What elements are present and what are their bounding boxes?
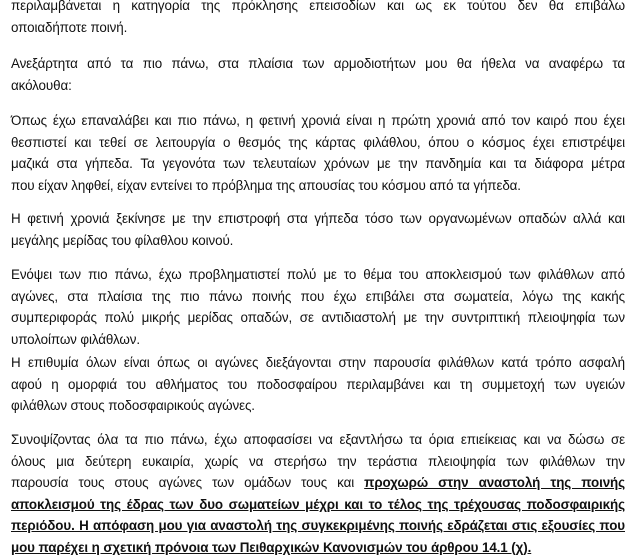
- paragraph-7: [11, 429, 625, 558]
- text-segment: παρουσία τους στους αγώνες των ομάδων τους και: [11, 475, 364, 490]
- text-line: Ανεξάρτητα από τα πιο πάνω, στα πλαίσια των αρμοδιοτήτων μου θα ήθελα να αναφέρω τα: [11, 53, 625, 75]
- text-line: αγώνες, στα πλαίσια της πιο πάνω ποινής που έχω επιβάλει στα σωματεία, λόγω της κακής: [11, 286, 625, 308]
- paragraph-6: [11, 352, 625, 417]
- text-line: υπολοίπων φιλάθλων.: [11, 329, 625, 351]
- text-line: περιλαμβάνεται η κατηγορία της πρόκλησης επεισοδίων και ως εκ τούτου δεν θα επιβάλω: [11, 0, 625, 17]
- paragraph-3: [11, 110, 625, 196]
- text-line: Η επιθυμία όλων είναι όπως οι αγώνες διεξάγονται στην παρουσία φιλάθλων κατά τρόπο ασφαλή: [11, 352, 625, 374]
- text-line: μεγάλης μερίδας του φίλαθλου κοινού.: [11, 230, 625, 252]
- text-line: Συνοψίζοντας όλα τα πιο πάνω, έχω αποφασίσει να εξαντλήσω τα όρια επιείκειας και να δώσω σε: [11, 429, 625, 451]
- text-line: φιλάθλων στους ποδοσφαιρικούς αγώνες.: [11, 395, 625, 417]
- paragraph-2: [11, 53, 625, 96]
- text-line: συμπεριφοράς πολύ μικρής μερίδας οπαδών, σε αντιδιαστολή με την συντριπτική πλειοψηφία των: [11, 307, 625, 329]
- text-line: μαζικά στα γήπεδα. Τα γεγονότα των τελευταίων χρόνων με την πανδημία και τα διάφορα μέτρα: [11, 153, 625, 175]
- text-line: ακόλουθα:: [11, 75, 625, 97]
- text-line: οποιαδήποτε ποινή.: [11, 17, 625, 39]
- emphasized-line: περιόδου. Η απόφαση μου για αναστολή της συγκεκριμένης ποινής εδράζεται στις εξουσίες που: [11, 515, 625, 537]
- text-line: όλους μια δεύτερη ευκαιρία, χωρίς να στερήσω την τεράστια πλειοψηφία των φιλάθλων την: [11, 451, 625, 473]
- text-line-mixed: [11, 472, 625, 494]
- paragraph-5: [11, 264, 625, 350]
- paragraph-1: [11, 0, 625, 38]
- text-line: Η φετινή χρονιά ξεκίνησε με την επιστροφή στα γήπεδα τόσο των οργανωμένων οπαδών αλλά και: [11, 208, 625, 230]
- emphasized-text: προχωρώ στην αναστολή της ποινής: [364, 475, 625, 490]
- text-line: που είχαν ληφθεί, είχαν εντείνει το πρόβλημα της απουσίας του κόσμου από τα γήπεδα.: [11, 175, 625, 197]
- text-line: Όπως έχω επαναλάβει και πιο πάνω, η φετινή χρονιά είναι η πρώτη χρονιά από τον καιρό που έχει: [11, 110, 625, 132]
- emphasized-line: μου παρέχει η σχετική πρόνοια των Πειθαρχικών Κανονισμών του άρθρου 14.1 (χ).: [11, 537, 625, 558]
- emphasized-line: αποκλεισμού της έδρας των δυο σωματείων μέχρι και το τέλος της τρέχουσας ποδοσφαιρικής: [11, 494, 625, 516]
- text-line: αφού η ομορφιά του αθλήματος του ποδοσφαίρου περιλαμβάνει και τη συμμετοχή των υγειών: [11, 374, 625, 396]
- text-line: θεσπιστεί και τεθεί σε λειτουργία ο θεσμός της κάρτας φιλάθλου, όπου ο κόσμος έχει επιστρέψει: [11, 132, 625, 154]
- text-line: Ενόψει των πιο πάνω, έχω προβληματιστεί πολύ με το θέμα του αποκλεισμού των φιλάθλων από: [11, 264, 625, 286]
- paragraph-4: [11, 208, 625, 251]
